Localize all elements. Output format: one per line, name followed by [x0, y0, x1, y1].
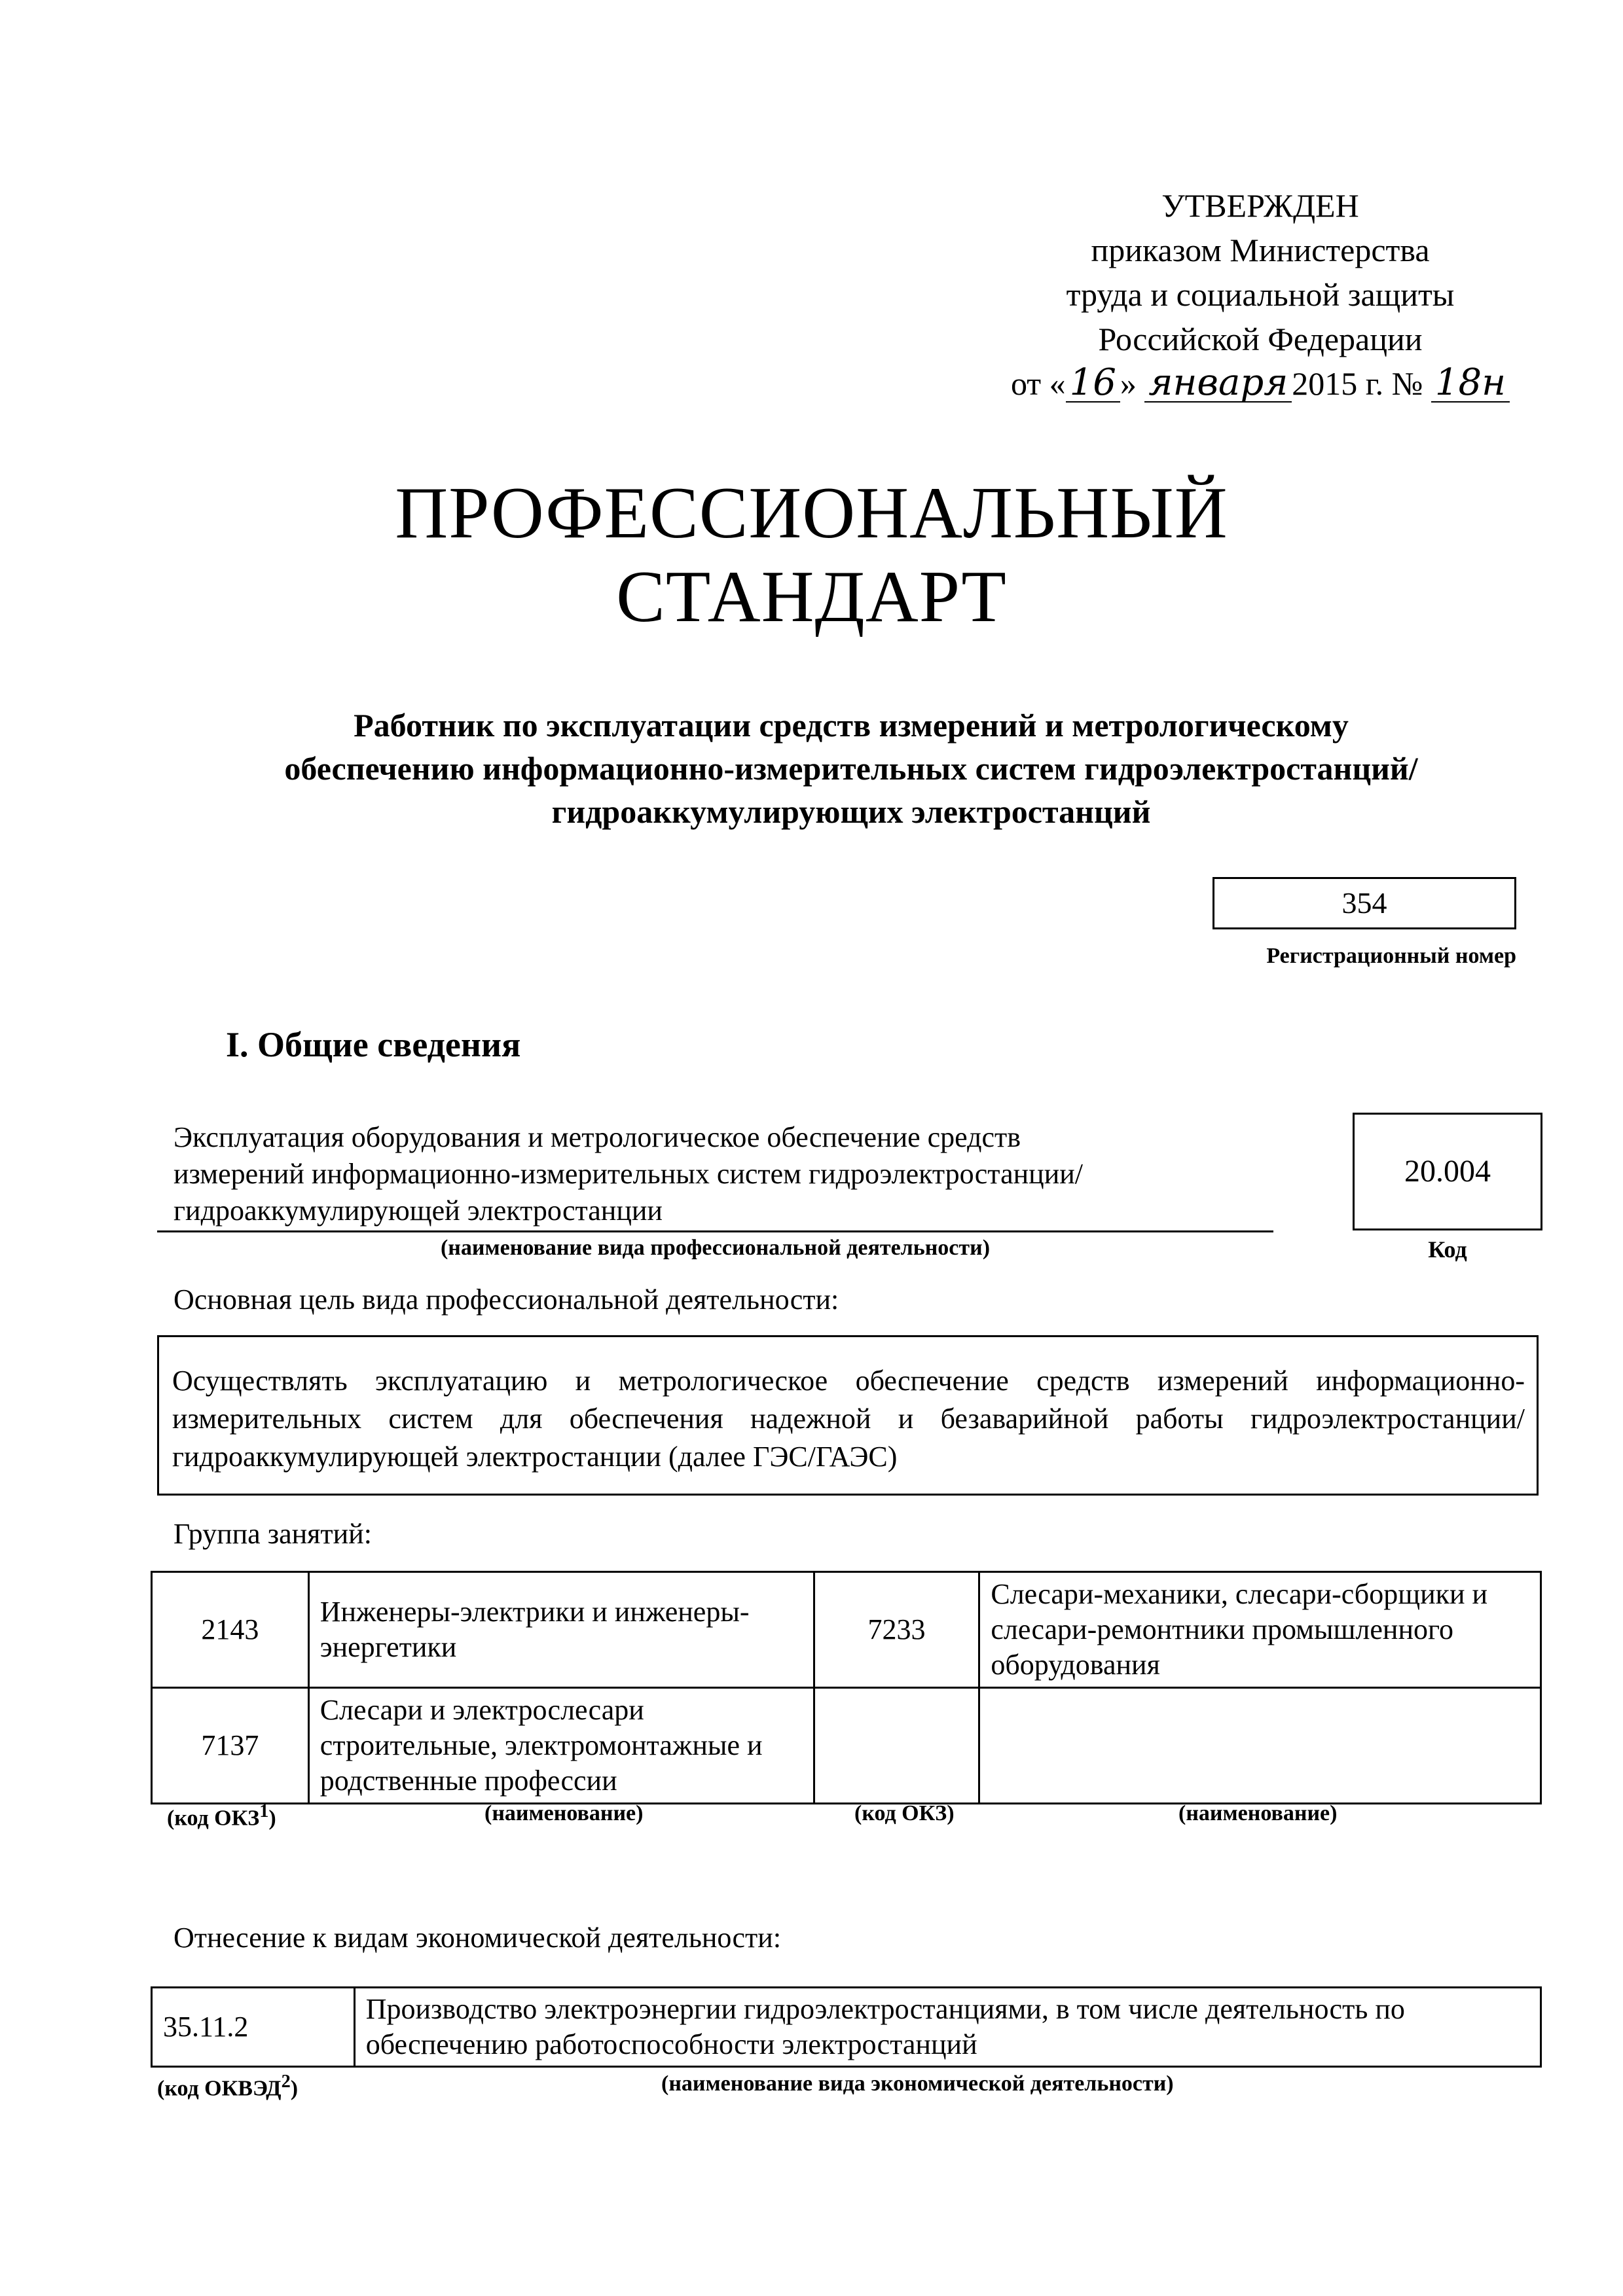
activity-line-2: измерений информационно-измерительных систем гидроэлектростанции/: [173, 1158, 1084, 1190]
footnote-marker: 1: [259, 1801, 269, 1821]
activity-underline: [157, 1230, 1273, 1232]
order-number: 18н: [1431, 365, 1510, 403]
okz-code-caption-end: ): [268, 1806, 276, 1831]
okz-code-cell: [814, 1688, 979, 1804]
okz-code-cell: 7233: [814, 1572, 979, 1688]
approval-status: УТВЕРЖДЕН: [1161, 187, 1359, 224]
registration-number-box: 354: [1213, 877, 1516, 929]
okved-name-cell: Производство электроэнергии гидроэлектростанциями, в том числе деятельность по обеспечению работоспособности электростанций: [354, 1988, 1541, 2067]
activity-name: [173, 1119, 1273, 1229]
section-heading: I. Общие сведения: [226, 1025, 521, 1064]
activity-line-3: гидроаккумулирующей электростанции: [173, 1194, 663, 1227]
goal-box: Осуществлять эксплуатацию и метрологическое обеспечение средств измерений информационно-измерительных систем для обеспечения надежной и безаварийной работы гидроэлектростанции/ гидроаккумулирующей электростанции (далее ГЭС/ГАЭС): [157, 1335, 1539, 1496]
activity-code-box: 20.004: [1353, 1113, 1542, 1230]
okz-code-cell: 2143: [152, 1572, 309, 1688]
okz-code-caption-text: (код ОКЗ: [167, 1806, 260, 1831]
approval-country: Российской Федерации: [1098, 321, 1423, 357]
date-mid: »: [1120, 365, 1137, 402]
okz-code-caption-2: (код ОКЗ): [854, 1801, 955, 1825]
occupation-group-label: Группа занятий:: [173, 1518, 372, 1550]
okved-name-caption: (наименование вида экономической деятельности): [661, 2072, 1174, 2096]
okved-code-caption-end: ): [290, 2076, 299, 2101]
standard-name-line-3: гидроаккумулирующих электростанций: [551, 793, 1151, 830]
document-title: [0, 471, 1623, 639]
okved-code-cell: 35.11.2: [152, 1988, 355, 2067]
okz-name-caption-2: (наименование): [1178, 1801, 1338, 1825]
occupation-table: [151, 1571, 1542, 1804]
approval-ministry: труда и социальной защиты: [1066, 276, 1455, 313]
table-row: [152, 1572, 1541, 1688]
okz-name-caption-1: (наименование): [484, 1801, 644, 1825]
economic-activity-table: [151, 1986, 1542, 2068]
standard-name-line-1: Работник по эксплуатации средств измерений и метрологическому: [354, 707, 1349, 744]
okz-code-cell: 7137: [152, 1688, 309, 1804]
date-prefix: от «: [1010, 365, 1066, 402]
economic-activity-label: Отнесение к видам экономической деятельности:: [173, 1922, 782, 1954]
okz-name-cell: [979, 1688, 1541, 1804]
date-month: января: [1144, 365, 1292, 403]
okz-name-cell: Инженеры-электрики и инженеры-энергетики: [308, 1572, 814, 1688]
activity-caption: (наименование вида профессиональной деятельности): [440, 1236, 991, 1260]
goal-label: Основная цель вида профессиональной деятельности:: [173, 1283, 839, 1316]
registration-number-label: Регистрационный номер: [1266, 944, 1516, 968]
title-line-2: СТАНДАРТ: [616, 556, 1007, 637]
activity-code-label: Код: [1428, 1236, 1467, 1263]
table-row: [152, 1988, 1541, 2067]
okved-code-caption: [157, 2072, 298, 2101]
title-line-1: ПРОФЕССИОНАЛЬНЫЙ: [395, 473, 1228, 554]
approval-order: приказом Министерства: [1091, 232, 1430, 268]
standard-name-line-2: обеспечению информационно-измерительных систем гидроэлектростанций/: [284, 750, 1418, 787]
approval-date-line: [949, 361, 1571, 406]
table-row: [152, 1688, 1541, 1804]
date-day: 16: [1066, 365, 1120, 403]
activity-line-1: Эксплуатация оборудования и метрологическое обеспечение средств: [173, 1121, 1021, 1153]
okz-name-cell: Слесари-механики, слесари-сборщики и слесари-ремонтники промышленного оборудования: [979, 1572, 1541, 1688]
okz-name-cell: Слесари и электрослесари строительные, электромонтажные и родственные профессии: [308, 1688, 814, 1804]
standard-name: [131, 704, 1571, 833]
okved-code-caption-text: (код ОКВЭД: [157, 2076, 282, 2101]
footnote-marker: 2: [281, 2072, 291, 2092]
approval-block: [949, 183, 1571, 406]
okz-code-caption-1: [167, 1801, 276, 1831]
date-year: 2015 г. №: [1292, 365, 1423, 402]
